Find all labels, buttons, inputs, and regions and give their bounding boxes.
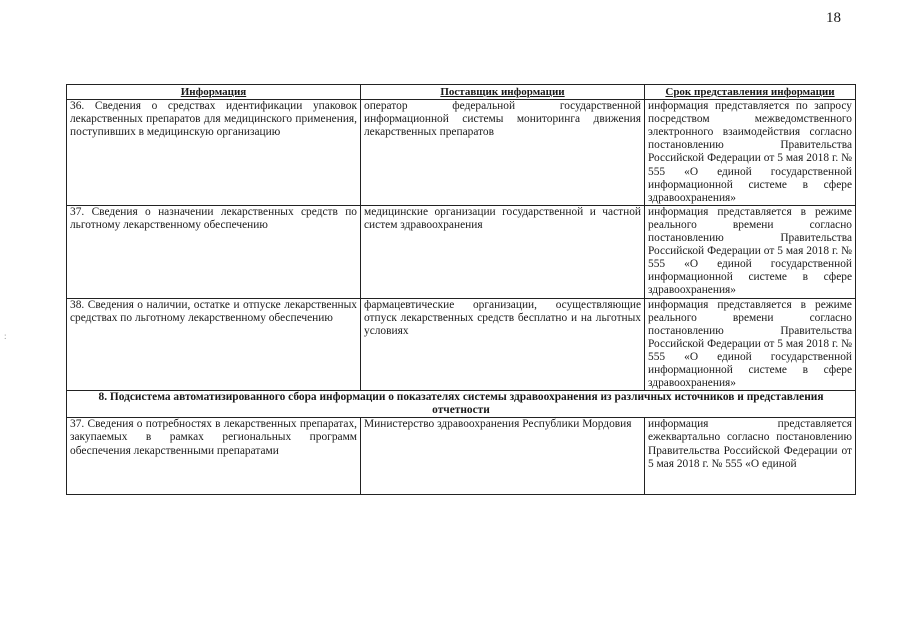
margin-scan-mark: : bbox=[4, 331, 7, 341]
cell-deadline: информация представляется ежеквартально согласно постановлению Правительства Российской Федерации от 5 мая 2018 г. № 555 «О единой bbox=[645, 418, 856, 495]
cell-provider: медицинские организации государственной и частной систем здравоохранения bbox=[361, 205, 645, 298]
cell-provider: Министерство здравоохранения Республики Мордовия bbox=[361, 418, 645, 495]
cell-information: 37. Сведения о потребностях в лекарственных препаратах, закупаемых в рамках региональных программ обеспечения лекарственными препаратами bbox=[67, 418, 361, 495]
table-row bbox=[67, 205, 856, 298]
section-row bbox=[67, 391, 856, 418]
cell-information: 37. Сведения о назначении лекарственных средств по льготному лекарственному обеспечению bbox=[67, 205, 361, 298]
section-title: 8. Подсистема автоматизированного сбора информации о показателях системы здравоохранения из различных источников и представления отчетности bbox=[67, 391, 856, 418]
cell-deadline: информация представляется в режиме реального времени согласно постановлению Правительства Российской Федерации от 5 мая 2018 г. № 555 «О единой государственной информационной системе в сфере здравоохранения» bbox=[645, 205, 856, 298]
header-deadline: Срок представления информации bbox=[645, 85, 856, 100]
table-row bbox=[67, 418, 856, 495]
cell-provider: фармацевтические организации, осуществляющие отпуск лекарственных средств бесплатно и на льготных условиях bbox=[361, 298, 645, 391]
table-row bbox=[67, 100, 856, 206]
cell-deadline: информация представляется в режиме реального времени согласно постановлению Правительства Российской Федерации от 5 мая 2018 г. № 555 «О единой государственной информационной системе в сфере здравоохранения» bbox=[645, 298, 856, 391]
page-number: 18 bbox=[826, 10, 841, 26]
table-header-row bbox=[67, 85, 856, 100]
cell-provider: оператор федеральной государственной информационной системы мониторинга движения лекарственных препаратов bbox=[361, 100, 645, 206]
header-provider: Поставщик информации bbox=[361, 85, 645, 100]
cell-deadline: информация представляется по запросу посредством межведомственного электронного взаимодействия согласно постановлению Правительства Российской Федерации от 5 мая 2018 г. № 555 «О единой государственной информационной системе в сфере здравоохранения» bbox=[645, 100, 856, 206]
information-table bbox=[66, 84, 856, 495]
cell-information: 36. Сведения о средствах идентификации упаковок лекарственных препаратов для медицинского применения, поступивших в медицинскую организацию bbox=[67, 100, 361, 206]
cell-information: 38. Сведения о наличии, остатке и отпуске лекарственных средствах по льготному лекарственному обеспечению bbox=[67, 298, 361, 391]
table-row bbox=[67, 298, 856, 391]
header-information: Информация bbox=[67, 85, 361, 100]
